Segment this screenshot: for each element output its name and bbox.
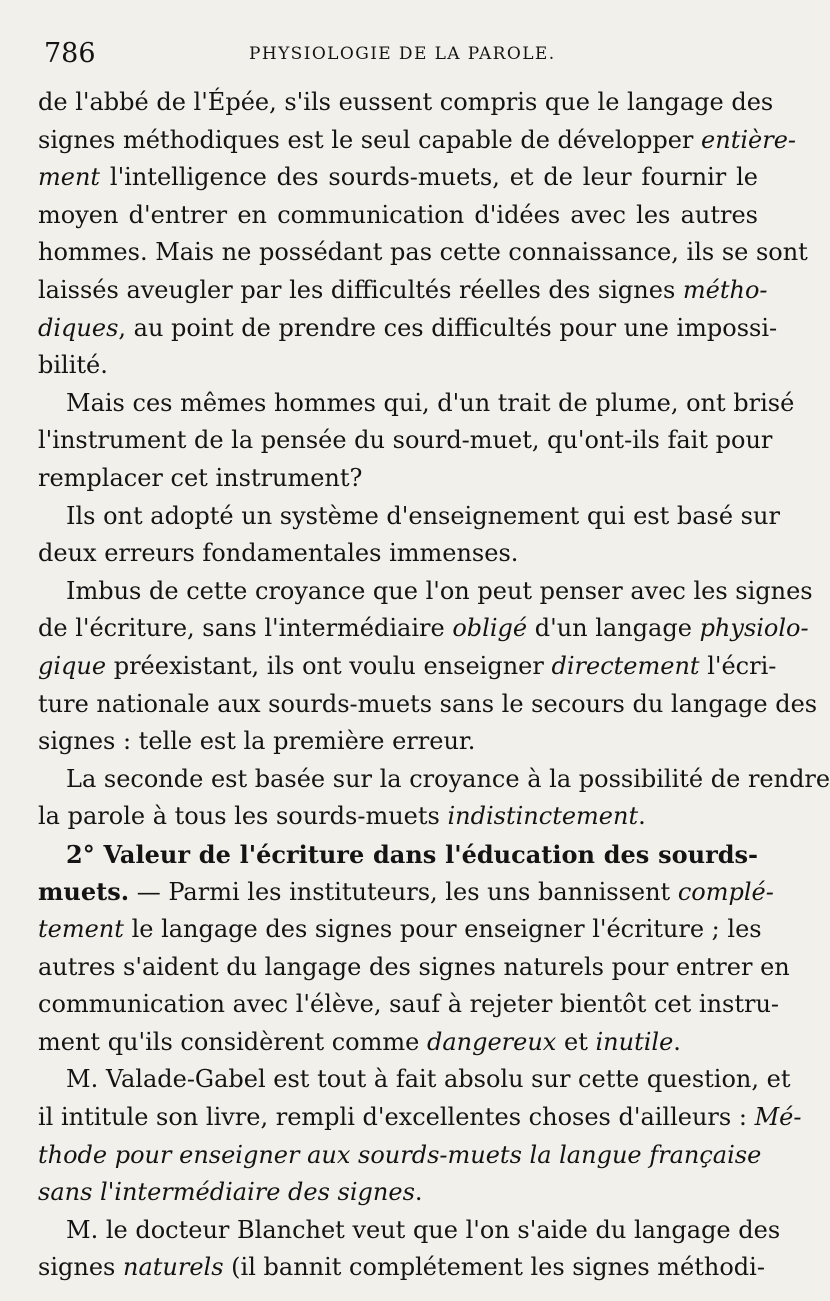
text-line: remplacer cet instrument? — [38, 463, 363, 492]
text-line: ture nationale aux sourds-muets sans le secours du langage des — [38, 689, 818, 718]
text-line: signes naturels (il bannit complétement les signes méthodi- — [38, 1253, 765, 1282]
text-line: signes méthodiques est le seul capable de développer entière- — [38, 125, 797, 154]
text-line: hommes. Mais ne possédant pas cette connaissance, ils se sont — [38, 238, 808, 267]
running-title: PHYSIOLOGIE DE LA PAROLE. — [249, 44, 556, 64]
text-line: M. Valade-Gabel est tout à fait absolu sur cette question, et — [66, 1065, 791, 1094]
text-line: la parole à tous les sourds-muets indistinctement. — [38, 802, 646, 831]
text-line: autres s'aident du langage des signes naturels pour entrer en — [38, 952, 790, 981]
text-line: Mais ces mêmes hommes qui, d'un trait de plume, ont brisé — [66, 388, 795, 417]
text-line: Ils ont adopté un système d'enseignement qui est basé sur — [66, 501, 780, 530]
text-line: de l'écriture, sans l'intermédiaire obligé d'un langage physiolo- — [38, 614, 809, 643]
text-line: ment l'intelligence des sourds-muets, et de leur fournir le — [38, 163, 758, 192]
text-line: deux erreurs fondamentales immenses. — [38, 539, 519, 568]
text-line: ment qu'ils considèrent comme dangereux et inutile. — [38, 1027, 681, 1056]
page-header — [44, 38, 758, 74]
section-heading-line: 2° Valeur de l'écriture dans l'éducation des sourds- — [66, 839, 758, 869]
page-number: 786 — [44, 38, 96, 69]
text-line: de l'abbé de l'Épée, s'ils eussent compris que le langage des — [38, 88, 774, 116]
text-line: l'instrument de la pensée du sourd-muet, qu'ont-ils fait pour — [38, 426, 773, 455]
body-text — [38, 84, 830, 1287]
text-line: thode pour enseigner aux sourds-muets la langue française — [38, 1140, 762, 1169]
text-line: laissés aveugler par les difficultés réelles des signes métho- — [38, 275, 768, 304]
text-line: tement le langage des signes pour enseigner l'écriture ; les — [38, 915, 762, 944]
text-line: signes : telle est la première erreur. — [38, 727, 476, 756]
text-line: gique préexistant, ils ont voulu enseigner directement l'écri- — [38, 651, 777, 680]
text-line: communication avec l'élève, sauf à rejeter bientôt cet instru- — [38, 990, 780, 1019]
text-line: moyen d'entrer en communication d'idées avec les autres — [38, 200, 758, 229]
text-line: M. le docteur Blanchet veut que l'on s'aide du langage des — [66, 1215, 781, 1244]
text-line: bilité. — [38, 351, 108, 380]
text-line: La seconde est basée sur la croyance à la possibilité de rendre — [66, 764, 830, 793]
text-line: sans l'intermédiaire des signes. — [38, 1178, 423, 1207]
text-line: il intitule son livre, rempli d'excellentes choses d'ailleurs : Mé- — [38, 1103, 802, 1132]
text-line: muets. — Parmi les instituteurs, les uns bannissent complé- — [38, 877, 774, 907]
text-line: diques, au point de prendre ces difficultés pour une impossi- — [38, 313, 778, 342]
text-line: Imbus de cette croyance que l'on peut penser avec les signes — [66, 576, 813, 605]
